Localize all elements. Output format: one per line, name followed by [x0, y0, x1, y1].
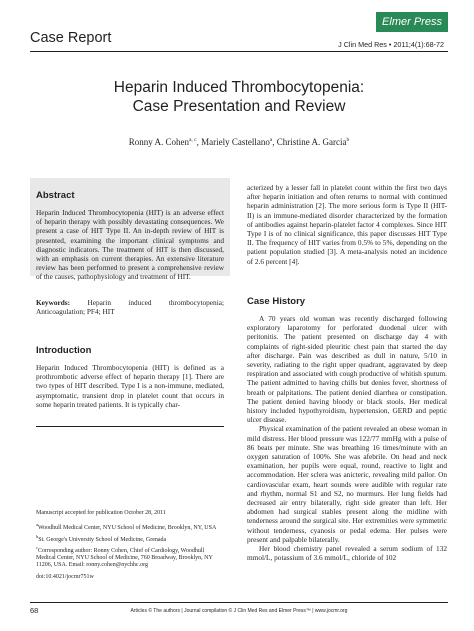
author-name: Ronny A. Cohen	[128, 137, 189, 147]
author-affiliation-mark: b	[346, 137, 350, 143]
author-name: Christine A. Garcia	[276, 137, 347, 147]
author-name: Mariely Castellano	[201, 137, 270, 147]
page-number: 68	[30, 606, 39, 615]
footer-copyright: Articles © The authors | Journal compilation © J Clin Med Res and Elmer Press™ | www.jocmr.org	[130, 608, 348, 614]
case-paragraph-1: A 70 years old woman was recently discharged following exploratory laparotomy for perforated duodenal ulcer with peritonitis. The patient presented on discharge day 4 with complaints of right-sided pleuritic chest pain that started the day after discharge. Pain was described as dull in nature, 5/10 in severity, radiating to the right upper quadrant, aggravated by deep respiration and associated with cough productive of whitish sputum. The patient admitted to having chills but denies fever, shortness of breath or palpitations. The patient denied diarrhea or constipation. The patient denied having bloody or black stools. Her medical history included hypothyroidism, hypertension, GERD and peptic ulcer disease.	[247, 314, 447, 425]
doi: doi:10.4021/jocmr751w	[36, 573, 94, 580]
footnotes	[36, 510, 224, 581]
keywords-label: Keywords:	[36, 298, 71, 307]
corresponding-author: $^c$Corresponding author: Ronny Cohen, Chief of Cardiology, Woodhull Medical Center, NYU School of Medicine, 760 Broadway, Brooklyn, NY 11206, USA. Email: ronny.cohen@nychhc.org	[36, 544, 213, 569]
author-list: Ronny A. Cohen$^{a, c}$, Mariely Castellano$^a$, Christine A. Garcia$^b$	[128, 137, 350, 147]
keywords	[36, 298, 224, 316]
case-paragraph-2: Physical examination of the patient revealed an obese woman in mild distress. Her blood pressure was 122/77 mmHg with a pulse of 86 beats per minute. She was breathing 16 times/minute with an oxygen saturation of 100%. She was afebrile. On head and neck examination, her pupils were equal, round, reactive to light and accommodation. Her sclera was anicteric, revealing mild pallor. On cardiovascular exam, heart sounds were audible with regular rate and rhythm, normal S1 and S2, no murmurs. Her lung fields had decreased air entry bilaterally, right side greater than left. Her abdomen had surgical stables present along the midline with tenderness around the surgical site. Her extremities were symmetric without tenderness, cyanosis or pedal edema. Her pulses were present and palpable bilaterally.	[247, 424, 447, 544]
affiliation-a: $^a$Woodhull Medical Center, NYU School of Medicine, Brooklyn, NY, USA	[36, 522, 217, 532]
header-rule	[30, 51, 448, 52]
case-history-heading: Case History	[247, 296, 306, 307]
publisher-logo: Elmer Press	[376, 12, 448, 32]
affiliation-b: $^b$St. George's University School of Medicine, Grenada	[36, 533, 167, 543]
author-affiliation-mark: a, c	[188, 137, 197, 143]
keywords-text: Heparin induced thrombocytopenia; Anticoagulation; PF4; HIT	[36, 298, 224, 317]
accepted-date: Manuscript accepted for publication October 28, 2011	[36, 510, 166, 516]
abstract-heading: Abstract	[36, 190, 75, 201]
article-title	[30, 78, 448, 116]
author-affiliation-mark: a	[269, 137, 273, 143]
journal-citation: J Clin Med Res • 2011;4(1):68-72	[338, 40, 444, 49]
case-history-body	[247, 314, 447, 562]
case-paragraph-3: Her blood chemistry panel revealed a serum sodium of 132 mmol/L, potassium of 3.6 mmol/L, chloride of 102	[247, 544, 447, 563]
introduction-heading: Introduction	[36, 345, 92, 356]
abstract-text: Heparin Induced Thrombocytopenia (HIT) is an adverse effect of heparin therapy with possibly devastating consequences. We present a case of HIT Type II. An in-depth review of HIT is presented, examining the important clinical symptoms and diagnostic indicators. The treatment of HIT is then discussed, with an emphasis on current therapies. An extensive literature review has been performed to present a comprehensive review of the causes, pathophysiology and treatment of HIT.	[36, 208, 224, 282]
introduction-text: Heparin Induced Thrombocytopenia (HIT) is defined as a prothrombotic adverse effect of heparin therapy [1]. There are two types of HIT described. Type I is a non-immune, mediated, asymptomatic, transient drop in platelet count that occurs in some heparin treated patients. It is typically char-	[36, 363, 224, 409]
section-label: Case Report	[30, 30, 112, 46]
introduction-continuation: acterized by a lesser fall in platelet count within the first two days after heparin initiation and often returns to normal with continued heparin administration [2]. The more serious form is Type II (HIT-II) is an immune-mediated disorder characterized by the formation of antibodies against heparin-platelet factor 4 complexes. Since HIT Type I is of no clinical significance, this paper discusses HIT Type II. The frequency of HIT varies from 0.5% to 5%, depending on the patient population studied [3]. A meta-analysis noted an incidence of 2.6 percent [4].	[247, 183, 447, 266]
footnote-rule	[36, 426, 224, 427]
title-line-2: Case Presentation and Review	[132, 98, 346, 115]
footer-rule	[30, 602, 448, 603]
title-line-1: Heparin Induced Thrombocytopenia:	[113, 79, 365, 96]
